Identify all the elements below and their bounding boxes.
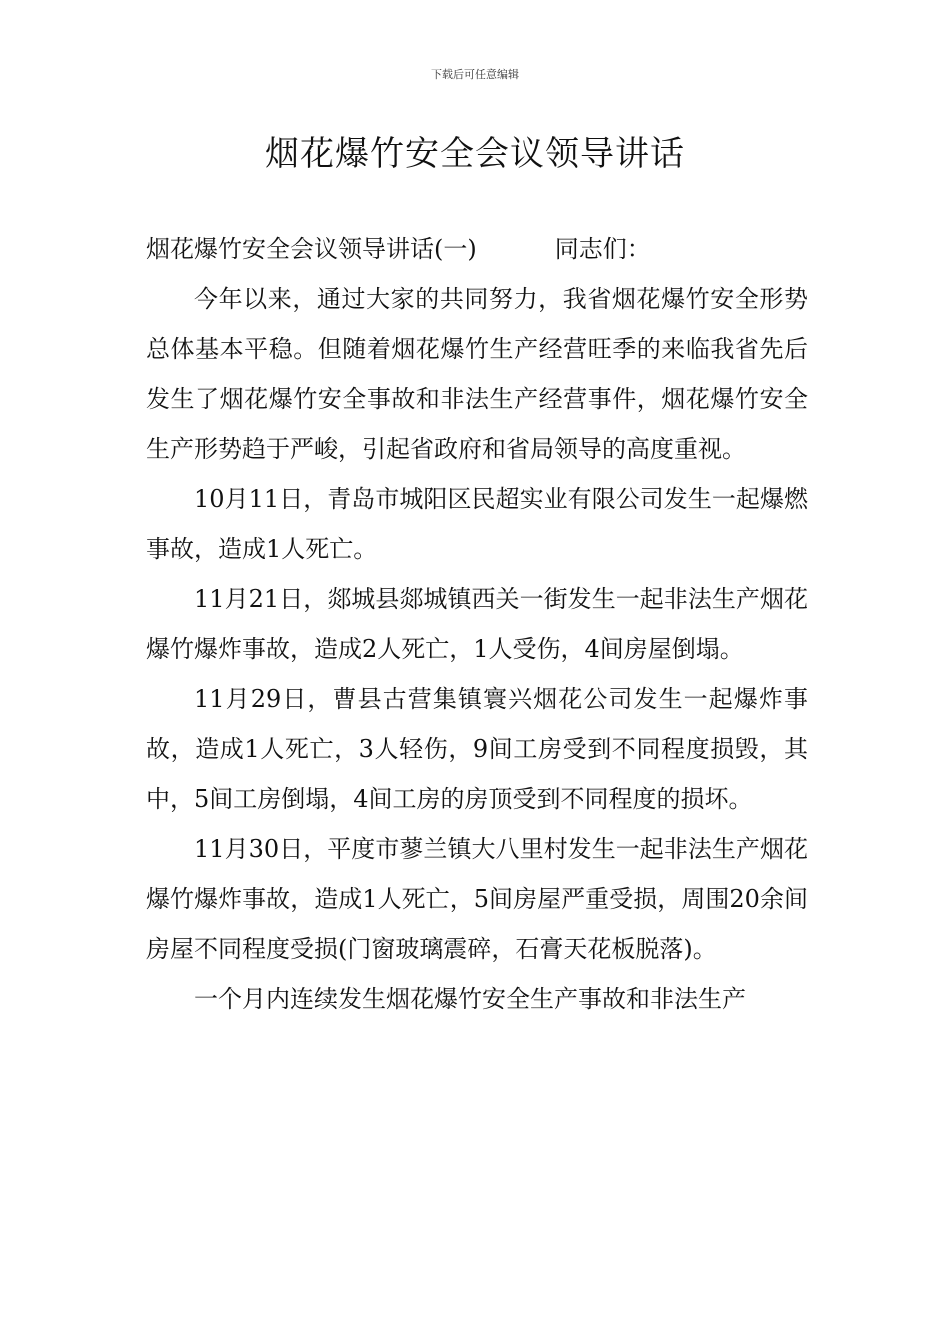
paragraph: 11月29日，曹县古营集镇寰兴烟花公司发生一起爆炸事故，造成1人死亡，3人轻伤，9间工房受到不同程度损毁，其中，5间工房倒塌，4间工房的房顶受到不同程度的损坏。 bbox=[146, 685, 808, 813]
document-title: 烟花爆竹安全会议领导讲话 bbox=[265, 134, 685, 174]
document-body bbox=[146, 224, 808, 1024]
paragraph: 10月11日，青岛市城阳区民超实业有限公司发生一起爆燃事故，造成1人死亡。 bbox=[146, 485, 808, 563]
header-note: 下载后可任意编辑 bbox=[431, 68, 519, 81]
lead-salutation: 同志们： bbox=[554, 235, 651, 263]
paragraph: 11月21日，郯城县郯城镇西关一街发生一起非法生产烟花爆竹爆炸事故，造成2人死亡，1人受伤，4间房屋倒塌。 bbox=[146, 585, 808, 663]
lead-subtitle: 烟花爆竹安全会议领导讲话(一) bbox=[146, 235, 477, 263]
paragraph: 今年以来，通过大家的共同努力，我省烟花爆竹安全形势总体基本平稳。但随着烟花爆竹生产经营旺季的来临我省先后发生了烟花爆竹安全事故和非法生产经营事件，烟花爆竹安全生产形势趋于严峻，引起省政府和省局领导的高度重视。 bbox=[146, 285, 808, 463]
paragraph: 11月30日，平度市蓼兰镇大八里村发生一起非法生产烟花爆竹爆炸事故，造成1人死亡，5间房屋严重受损，周围20余间房屋不同程度受损(门窗玻璃震碎，石膏天花板脱落)。 bbox=[146, 835, 808, 963]
lead-line bbox=[146, 224, 808, 274]
paragraph: 一个月内连续发生烟花爆竹安全生产事故和非法生产 bbox=[194, 985, 746, 1013]
